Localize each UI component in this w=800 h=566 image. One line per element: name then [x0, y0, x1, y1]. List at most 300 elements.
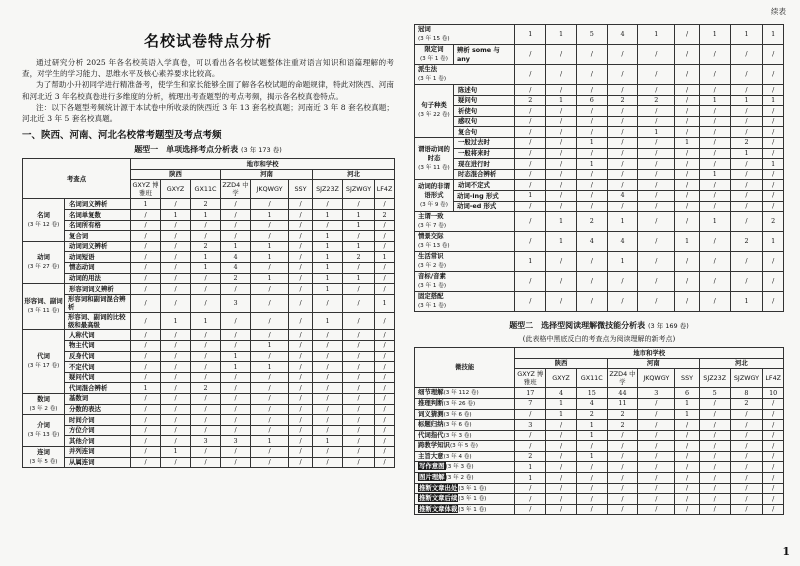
value-cell: 2: [191, 199, 221, 210]
value-cell: /: [607, 462, 638, 473]
skill-count: (3 年 3 卷): [443, 432, 472, 439]
value-cell: /: [289, 415, 313, 426]
table-row: [23, 210, 395, 221]
value-cell: /: [343, 383, 375, 394]
table-row: [415, 45, 784, 65]
value-cell: /: [638, 45, 675, 65]
page-title: 名校试卷特点分析: [143, 32, 272, 50]
value-cell: 15: [576, 388, 607, 399]
value-cell: 1: [191, 252, 221, 263]
header-school: GXYZ: [546, 369, 577, 388]
value-cell: /: [576, 116, 607, 127]
skill-name: 推理判断: [418, 398, 444, 407]
category-count: (3 年 11 卷): [27, 308, 60, 315]
category-count: (3 年 2 卷): [29, 405, 58, 412]
value-cell: /: [191, 415, 221, 426]
value-cell: /: [375, 457, 395, 468]
value-cell: /: [251, 330, 289, 341]
value-cell: /: [289, 284, 313, 295]
subpoint-cell: 辨析 some 与 any: [453, 45, 515, 65]
skill-cell: [415, 430, 515, 441]
value-cell: /: [161, 284, 191, 295]
value-cell: /: [699, 272, 730, 292]
value-cell: /: [638, 430, 675, 441]
value-cell: /: [607, 473, 638, 484]
value-cell: 1: [515, 473, 546, 484]
value-cell: /: [546, 159, 577, 170]
value-cell: /: [515, 441, 546, 452]
value-cell: /: [675, 127, 700, 138]
value-cell: /: [730, 65, 763, 85]
value-cell: 1: [546, 409, 577, 420]
value-cell: /: [546, 180, 577, 191]
value-cell: /: [131, 425, 161, 436]
value-cell: /: [343, 393, 375, 404]
value-cell: /: [251, 262, 289, 273]
value-cell: /: [515, 483, 546, 494]
skill-name: 写作意图: [419, 462, 445, 471]
value-cell: /: [313, 457, 343, 468]
table-row: [23, 284, 395, 295]
skill-name: 词义猜测: [418, 409, 444, 418]
value-cell: /: [546, 65, 577, 85]
category-count: (3 年 9 卷): [419, 201, 448, 208]
value-cell: 2: [607, 95, 638, 106]
value-cell: /: [675, 25, 700, 45]
value-cell: /: [607, 441, 638, 452]
subpoint-cell: 复合词: [65, 231, 131, 242]
value-cell: /: [546, 127, 577, 138]
value-cell: /: [221, 393, 251, 404]
value-cell: 2: [730, 232, 763, 252]
value-cell: /: [638, 148, 675, 159]
value-cell: /: [675, 212, 700, 232]
value-cell: /: [375, 436, 395, 447]
value-cell: /: [221, 210, 251, 221]
value-cell: 1: [675, 398, 700, 409]
continued-label: 续表: [771, 7, 786, 16]
header-school: GX11C: [576, 369, 607, 388]
value-cell: 6: [675, 388, 700, 399]
value-cell: /: [607, 85, 638, 96]
value-cell: /: [343, 199, 375, 210]
category-cell: [23, 446, 65, 467]
value-cell: /: [576, 45, 607, 65]
table1-title: [22, 144, 394, 155]
value-cell: /: [638, 473, 675, 484]
category-name: 连词: [37, 447, 50, 456]
value-cell: 1: [131, 199, 161, 210]
value-cell: 1: [313, 241, 343, 252]
value-cell: 4: [221, 252, 251, 263]
intro-paragraph: 为了帮助小升初同学进行精准备考，使学生和家长能够全面了解各名校试题的命题规律，特此对陕西、河南和河北近 3 年名校真卷进行多维度的分析，梳理出考查题型的考点考频，揭示各名校真卷特点。: [22, 80, 394, 101]
value-cell: /: [221, 457, 251, 468]
value-cell: /: [763, 137, 784, 148]
value-cell: 1: [576, 137, 607, 148]
value-cell: /: [730, 212, 763, 232]
value-cell: /: [546, 430, 577, 441]
value-cell: 1: [251, 340, 289, 351]
value-cell: /: [375, 312, 395, 330]
value-cell: /: [131, 231, 161, 242]
table-row: [415, 441, 784, 452]
table-row: [23, 241, 395, 252]
value-cell: /: [375, 383, 395, 394]
table-row: [415, 292, 784, 312]
category-count: (3 年 1 卷): [418, 303, 447, 310]
table2-count: (3 年 169 卷): [647, 322, 689, 331]
value-cell: /: [699, 116, 730, 127]
skill-count: (3 年 5 卷): [449, 443, 478, 450]
value-cell: /: [375, 262, 395, 273]
skill-cell: [415, 409, 515, 420]
value-cell: /: [191, 446, 221, 457]
value-cell: /: [699, 127, 730, 138]
value-cell: /: [161, 404, 191, 415]
value-cell: /: [289, 312, 313, 330]
category-count: (3 年 1 卷): [418, 283, 447, 290]
skill-cell: [415, 451, 515, 462]
subpoint-cell: 动词短语: [65, 252, 131, 263]
subpoint-cell: 动词词义辨析: [65, 241, 131, 252]
value-cell: 2: [221, 273, 251, 284]
value-cell: /: [730, 85, 763, 96]
table-row: [23, 340, 395, 351]
value-cell: /: [763, 116, 784, 127]
value-cell: /: [313, 362, 343, 373]
value-cell: /: [576, 272, 607, 292]
value-cell: /: [763, 504, 784, 515]
value-cell: 3: [221, 294, 251, 312]
value-cell: 1: [191, 262, 221, 273]
value-cell: /: [763, 65, 784, 85]
value-cell: /: [675, 95, 700, 106]
header-school: GXYZ 博雅班: [515, 369, 546, 388]
value-cell: 2: [191, 383, 221, 394]
value-cell: /: [699, 451, 730, 462]
skill-name: 图片理解: [419, 473, 445, 482]
header-school: SSY: [675, 369, 700, 388]
value-cell: /: [343, 436, 375, 447]
value-cell: 2: [515, 95, 546, 106]
value-cell: /: [730, 483, 763, 494]
value-cell: /: [343, 231, 375, 242]
value-cell: /: [515, 292, 546, 312]
skill-count: (3 年 1 卷): [458, 506, 487, 513]
value-cell: /: [763, 430, 784, 441]
value-cell: /: [675, 473, 700, 484]
value-cell: 1: [576, 451, 607, 462]
value-cell: 7: [515, 398, 546, 409]
value-cell: /: [763, 494, 784, 505]
category-cell: [23, 284, 65, 330]
skill-count: (3 年 26 卷): [443, 400, 476, 407]
value-cell: /: [730, 430, 763, 441]
value-cell: /: [730, 190, 763, 201]
category-cell: [415, 137, 454, 179]
value-cell: 4: [607, 190, 638, 201]
value-cell: /: [161, 383, 191, 394]
value-cell: /: [289, 351, 313, 362]
value-cell: /: [607, 65, 638, 85]
value-cell: /: [161, 241, 191, 252]
value-cell: /: [607, 116, 638, 127]
value-cell: /: [638, 137, 675, 148]
value-cell: 2: [343, 252, 375, 263]
value-cell: 1: [638, 25, 675, 45]
value-cell: /: [607, 169, 638, 180]
subpoint-cell: 时间介词: [65, 415, 131, 426]
single-choice-table: [22, 158, 395, 468]
subpoint-cell: 形容词和副词混合辨析: [65, 294, 131, 312]
subpoint-cell: 疑问代词: [65, 372, 131, 383]
value-cell: /: [515, 212, 546, 232]
table-row: [23, 372, 395, 383]
value-cell: /: [699, 473, 730, 484]
value-cell: /: [131, 294, 161, 312]
value-cell: /: [730, 180, 763, 191]
value-cell: /: [221, 284, 251, 295]
value-cell: /: [515, 65, 546, 85]
table-row: [23, 220, 395, 231]
subpoint-cell: 陈述句: [453, 85, 515, 96]
value-cell: /: [546, 116, 577, 127]
table-row: [23, 404, 395, 415]
table-row: [415, 106, 784, 117]
value-cell: /: [515, 494, 546, 505]
subpoint-cell: 方位介词: [65, 425, 131, 436]
value-cell: /: [576, 201, 607, 212]
table-row: [415, 483, 784, 494]
subpoint-cell: 从属连词: [65, 457, 131, 468]
skill-cell: [415, 504, 515, 515]
value-cell: /: [675, 116, 700, 127]
value-cell: /: [343, 294, 375, 312]
table1-count: (3 年 173 卷): [240, 146, 282, 155]
category-cell: [415, 45, 454, 65]
value-cell: /: [343, 457, 375, 468]
value-cell: /: [251, 312, 289, 330]
subpoint-cell: 分数的表达: [65, 404, 131, 415]
value-cell: /: [191, 351, 221, 362]
table-row: [415, 201, 784, 212]
value-cell: /: [251, 231, 289, 242]
value-cell: 1: [576, 430, 607, 441]
category-count: (3 年 13 卷): [27, 432, 60, 439]
value-cell: 1: [191, 312, 221, 330]
value-cell: /: [546, 473, 577, 484]
value-cell: 1: [730, 292, 763, 312]
value-cell: /: [221, 330, 251, 341]
subpoint-cell: 情态动词: [65, 262, 131, 273]
subpoint-cell: 动词的用法: [65, 273, 131, 284]
value-cell: /: [638, 451, 675, 462]
category-name: 名词: [37, 210, 50, 219]
value-cell: 1: [607, 212, 638, 232]
value-cell: /: [375, 425, 395, 436]
header-school: LF4Z: [763, 369, 784, 388]
skill-count: (3 年 112 卷): [443, 390, 479, 397]
subpoint-cell: 基数词: [65, 393, 131, 404]
category-count: (3 年 2 卷): [418, 263, 447, 270]
value-cell: /: [251, 415, 289, 426]
value-cell: /: [675, 272, 700, 292]
value-cell: /: [607, 159, 638, 170]
value-cell: 1: [546, 212, 577, 232]
subpoint-cell: 形容词、副词的比较级和最高级: [65, 312, 131, 330]
subpoint-cell: 形容词词义辨析: [65, 284, 131, 295]
value-cell: 3: [221, 436, 251, 447]
table-row: [23, 415, 395, 426]
value-cell: 2: [515, 451, 546, 462]
value-cell: /: [221, 199, 251, 210]
table2-title-text: 题型二 选择型阅读理解微技能分析表: [509, 321, 646, 331]
value-cell: /: [221, 415, 251, 426]
table-row: [415, 95, 784, 106]
value-cell: /: [313, 415, 343, 426]
subpoint-cell: 疑问句: [453, 95, 515, 106]
value-cell: /: [515, 127, 546, 138]
value-cell: /: [343, 262, 375, 273]
value-cell: /: [675, 451, 700, 462]
value-cell: 1: [131, 383, 161, 394]
value-cell: 2: [607, 420, 638, 431]
value-cell: /: [675, 494, 700, 505]
value-cell: /: [730, 159, 763, 170]
value-cell: /: [515, 85, 546, 96]
value-cell: /: [675, 292, 700, 312]
value-cell: 11: [607, 398, 638, 409]
value-cell: 1: [313, 210, 343, 221]
category-cell: [23, 199, 65, 241]
table-row: [415, 65, 784, 85]
value-cell: /: [675, 504, 700, 515]
value-cell: /: [638, 116, 675, 127]
value-cell: /: [343, 340, 375, 351]
value-cell: /: [191, 393, 221, 404]
value-cell: /: [375, 340, 395, 351]
value-cell: 4: [576, 232, 607, 252]
category-cell: [23, 393, 65, 414]
skill-name: 推断文章后续: [419, 494, 458, 503]
value-cell: 4: [607, 232, 638, 252]
table-row: [23, 436, 395, 447]
value-cell: /: [161, 262, 191, 273]
value-cell: /: [191, 330, 221, 341]
value-cell: /: [576, 473, 607, 484]
header-school: SJZ23Z: [313, 180, 343, 199]
value-cell: /: [131, 330, 161, 341]
category-name: 派生法: [418, 65, 438, 73]
value-cell: 3: [191, 436, 221, 447]
skill-count: (3 年 4 卷): [443, 453, 472, 460]
category-count: (3 年 7 卷): [418, 223, 447, 230]
value-cell: /: [546, 137, 577, 148]
value-cell: /: [638, 85, 675, 96]
category-name: 音标/音素: [418, 272, 446, 281]
value-cell: /: [546, 45, 577, 65]
value-cell: /: [131, 457, 161, 468]
value-cell: /: [161, 330, 191, 341]
value-cell: /: [763, 398, 784, 409]
value-cell: 1: [161, 210, 191, 221]
value-cell: /: [161, 436, 191, 447]
category-count: (3 年 12 卷): [27, 221, 60, 228]
table-row: [415, 504, 784, 515]
value-cell: /: [638, 441, 675, 452]
value-cell: /: [675, 441, 700, 452]
value-cell: 1: [343, 273, 375, 284]
value-cell: /: [638, 201, 675, 212]
value-cell: /: [675, 252, 700, 272]
value-cell: /: [730, 494, 763, 505]
value-cell: 2: [730, 137, 763, 148]
header-point: 考查点: [23, 159, 131, 199]
category-name: 代词: [37, 352, 50, 361]
value-cell: 2: [730, 398, 763, 409]
subpoint-cell: 并列连词: [65, 446, 131, 457]
value-cell: /: [515, 137, 546, 148]
value-cell: /: [343, 404, 375, 415]
header-point: 微技能: [415, 348, 515, 388]
subpoint-cell: 一般将来时: [453, 148, 515, 159]
value-cell: /: [313, 383, 343, 394]
header-province: 河北: [699, 358, 783, 369]
value-cell: /: [375, 351, 395, 362]
value-cell: /: [131, 351, 161, 362]
table-row: [415, 451, 784, 462]
value-cell: /: [131, 340, 161, 351]
value-cell: /: [131, 372, 161, 383]
value-cell: /: [289, 252, 313, 263]
value-cell: /: [638, 190, 675, 201]
header-region: 地市和学校: [131, 159, 395, 170]
value-cell: /: [763, 420, 784, 431]
value-cell: 1: [730, 95, 763, 106]
subpoint-cell: 名词单复数: [65, 210, 131, 221]
value-cell: 1: [343, 220, 375, 231]
value-cell: /: [607, 451, 638, 462]
value-cell: /: [289, 210, 313, 221]
value-cell: /: [576, 180, 607, 191]
value-cell: /: [289, 199, 313, 210]
value-cell: 1: [343, 210, 375, 221]
value-cell: /: [699, 137, 730, 148]
value-cell: /: [638, 169, 675, 180]
value-cell: /: [221, 446, 251, 457]
header-school: SJZ23Z: [699, 369, 730, 388]
value-cell: /: [191, 231, 221, 242]
header-province: 陕西: [515, 358, 607, 369]
value-cell: /: [763, 190, 784, 201]
value-cell: /: [699, 85, 730, 96]
skill-cell: [415, 388, 515, 399]
value-cell: /: [289, 383, 313, 394]
category-count: (3 年 15 卷): [418, 36, 450, 42]
value-cell: /: [730, 116, 763, 127]
value-cell: /: [638, 180, 675, 191]
value-cell: /: [289, 404, 313, 415]
value-cell: /: [515, 159, 546, 170]
table-row: [23, 393, 395, 404]
value-cell: /: [131, 273, 161, 284]
value-cell: /: [343, 284, 375, 295]
value-cell: /: [289, 330, 313, 341]
value-cell: /: [546, 190, 577, 201]
value-cell: /: [221, 404, 251, 415]
header-province: 河南: [607, 358, 699, 369]
value-cell: /: [699, 420, 730, 431]
